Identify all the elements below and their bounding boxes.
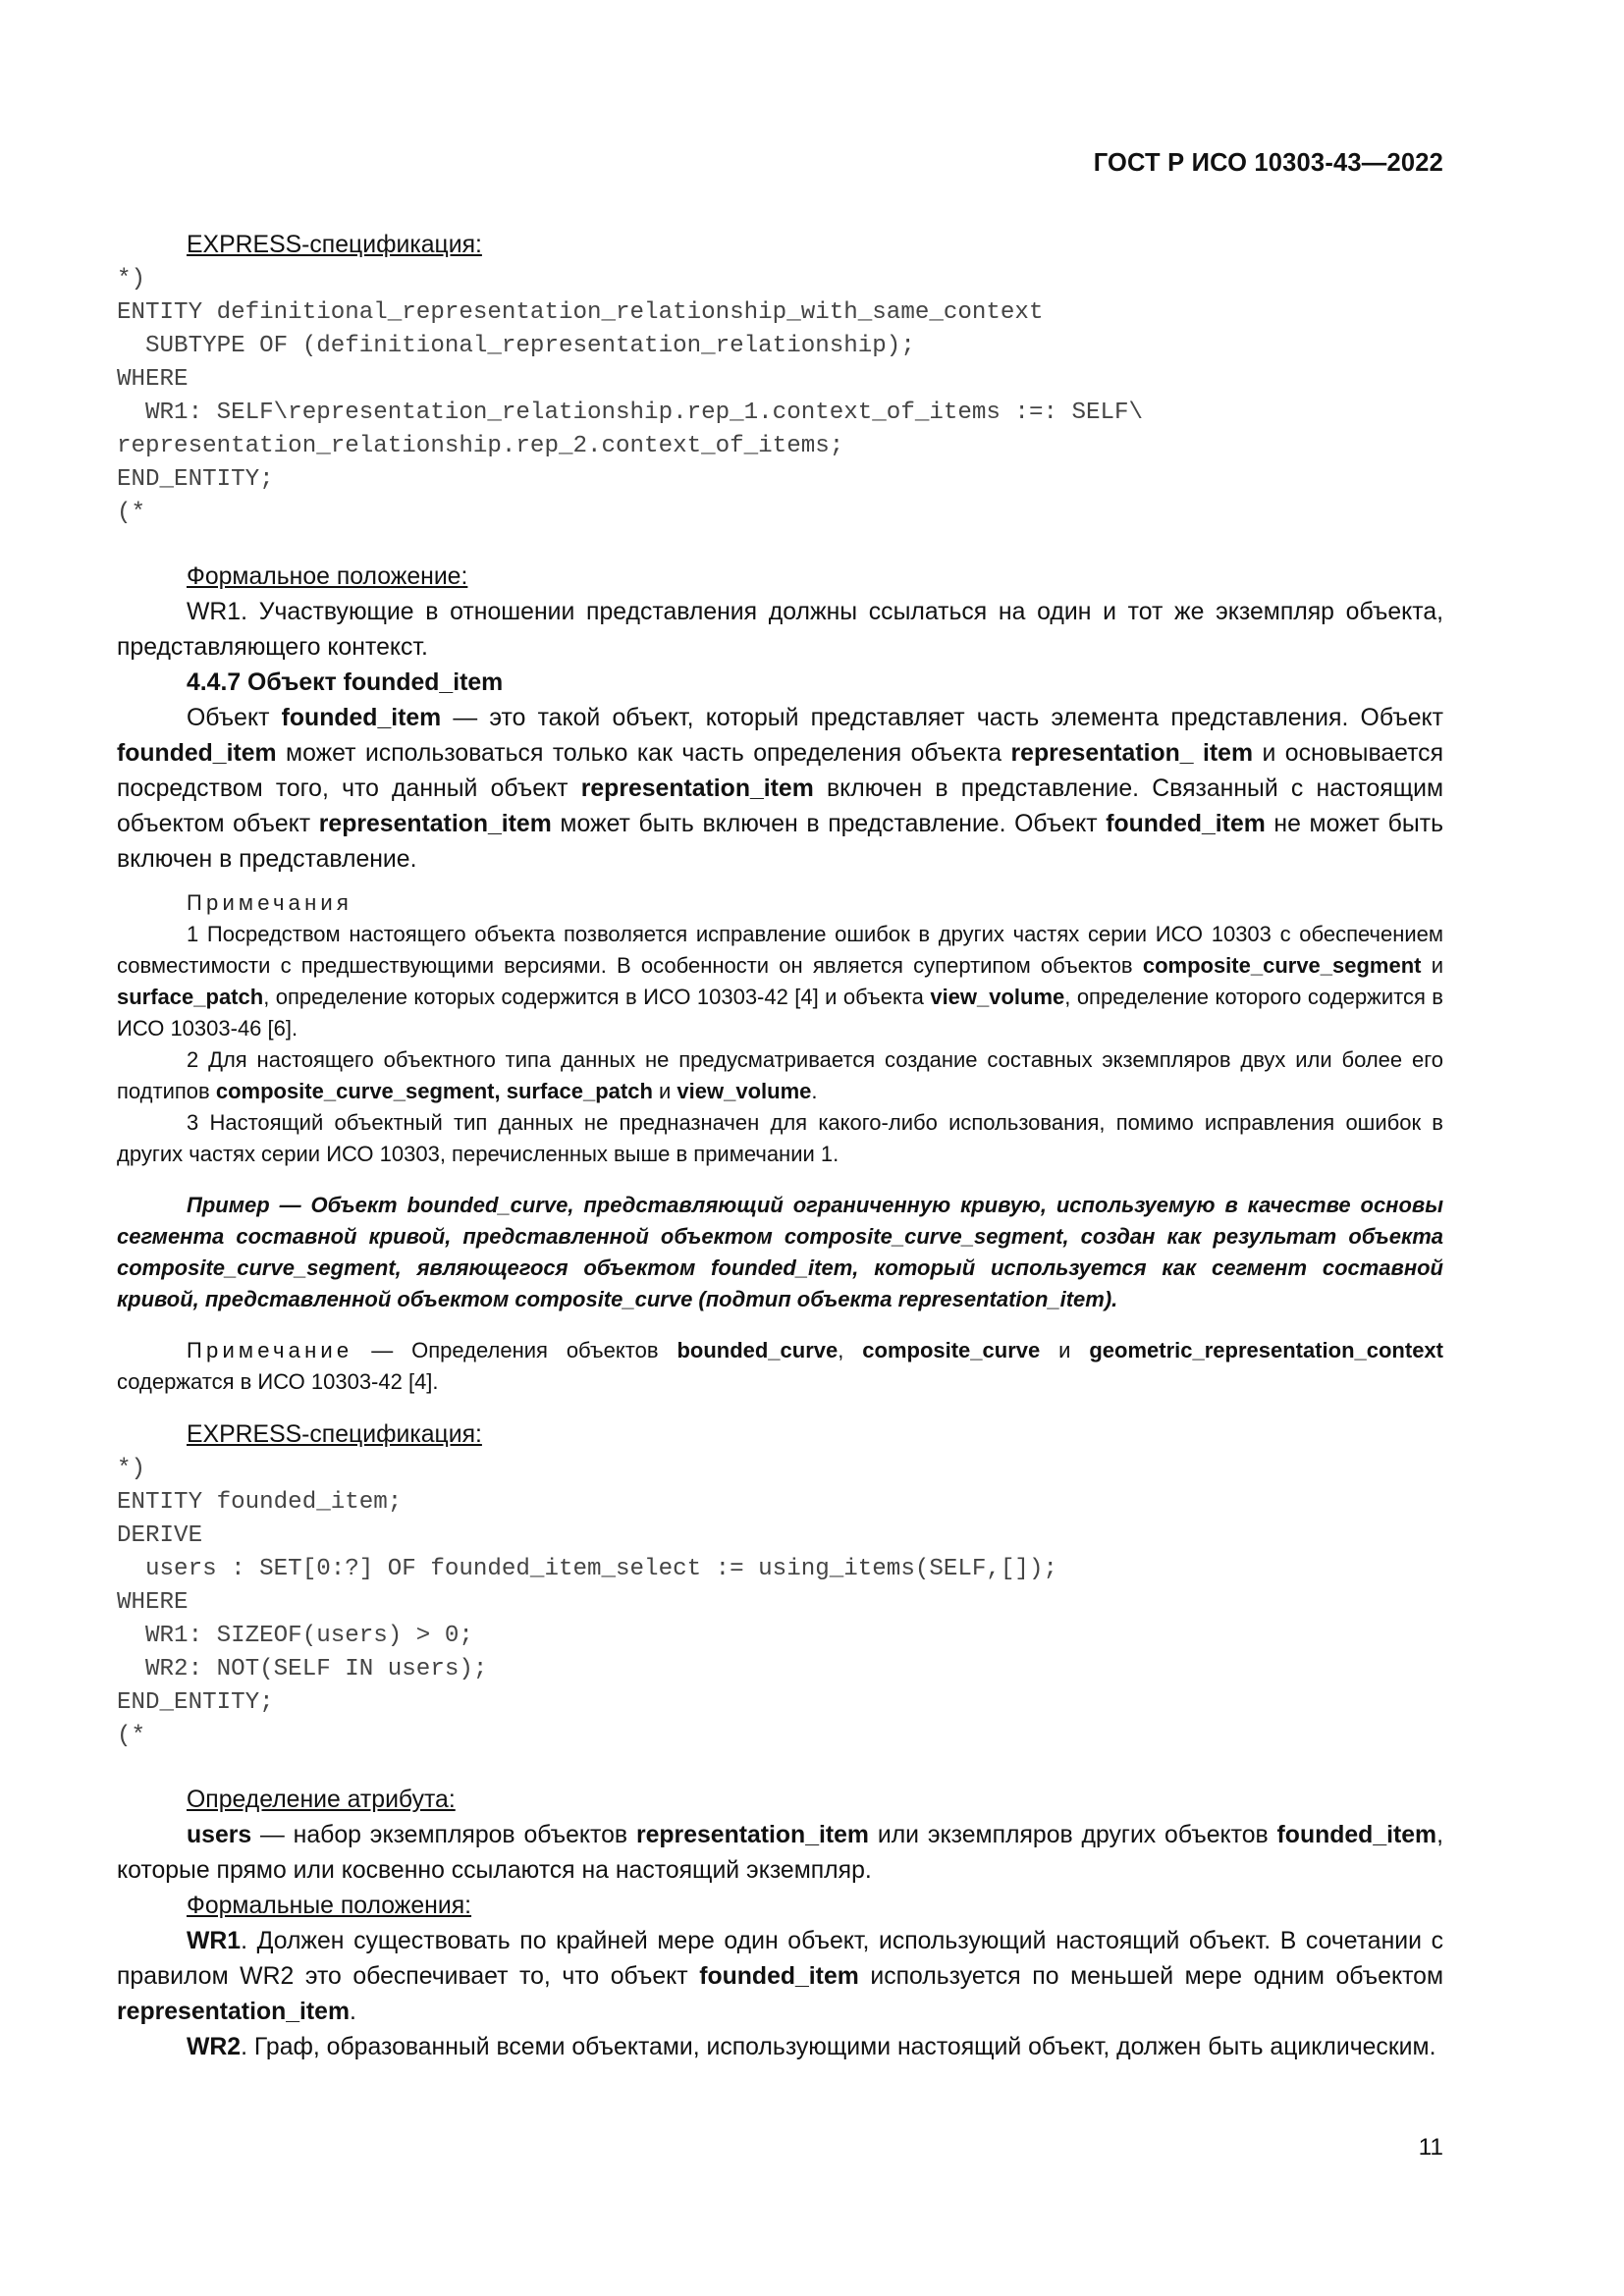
page-number: 11 <box>1418 2134 1443 2161</box>
express-code-block-1 <box>117 263 1443 530</box>
code-line: WHERE <box>117 366 189 393</box>
example-paragraph: Пример — Объект bounded_curve, представляющий ограниченную кривую, используемую в качестве основы сегмента составной кривой, представленной объектом composite_curve_segment, создан как результат объекта composite_curve_segment, являющегося объектом founded_item, который используется как сегмент составной кривой, представленной объектом composite_curve (подтип объекта representation_item). <box>117 1193 1443 1311</box>
code-line: ENTITY definitional_representation_relationship_with_same_context <box>117 299 1044 326</box>
code-line: ENTITY founded_item; <box>117 1489 403 1516</box>
note-1: 1 Посредством настоящего объекта позволяется исправление ошибок в других частях серии ИСО 10303 с обеспечением совместимости с предшествующими версиями. В особенности он является супертипом объектов composite_curve_segment и surface_patch, определение которых содержится в ИСО 10303-42 [4] и объекта view_volume, определение которого содержится в ИСО 10303-46 [6]. <box>117 922 1443 1041</box>
code-line: DERIVE <box>117 1522 203 1549</box>
express-spec-label: EXPRESS-спецификация: <box>187 1421 482 1448</box>
note-3: 3 Настоящий объектный тип данных не предназначен для какого-либо использования, помимо исправления ошибок в других частях серии ИСО 10303, перечисленных выше в примечании 1. <box>117 1110 1443 1166</box>
express-code-block-2 <box>117 1453 1443 1753</box>
code-line: representation_relationship.rep_2.context_of_items; <box>117 433 844 459</box>
note-2: 2 Для настоящего объектного типа данных не предусматривается создание составных экземпляров двух или более его подтипов composite_curve_segment, surface_patch и view_volume. <box>117 1047 1443 1103</box>
code-line: *) <box>117 1456 146 1482</box>
code-line: END_ENTITY; <box>117 466 274 493</box>
code-line: (* <box>117 500 146 526</box>
code-line: users : SET[0:?] OF founded_item_select := using_items(SELF,[]); <box>117 1556 1057 1582</box>
formal-statement-label: Формальное положение: <box>187 563 468 590</box>
notes-title: Примечания <box>187 890 353 915</box>
code-line: WHERE <box>117 1589 189 1616</box>
code-line: (* <box>117 1723 146 1749</box>
section-heading: 4.4.7 Объект founded_item <box>187 669 504 696</box>
formal-statement-wr1: WR1. Должен существовать по крайней мере один объект, использующий настоящий объект. В сочетании с правилом WR2 это обеспечивает то, что объект founded_item используется по меньшей мере одним объектом representation_item. <box>117 1928 1443 2025</box>
code-line: WR2: NOT(SELF IN users); <box>117 1656 488 1682</box>
document-header: ГОСТ Р ИСО 10303-43—2022 <box>1093 149 1443 177</box>
express-spec-label: EXPRESS-спецификация: <box>187 232 482 258</box>
code-line: SUBTYPE OF (definitional_representation_relationship); <box>117 333 915 359</box>
attribute-users-definition: users — набор экземпляров объектов representation_item или экземпляров других объектов founded_item, которые прямо или косвенно ссылаются на настоящий экземпляр. <box>117 1822 1443 1884</box>
formal-statement-wr1: WR1. Участвующие в отношении представления должны ссылаться на один и тот же экземпляр объекта, представляющего контекст. <box>117 599 1443 661</box>
code-line: WR1: SELF\representation_relationship.rep_1.context_of_items :=: SELF\ <box>117 400 1144 426</box>
code-line: WR1: SIZEOF(users) > 0; <box>117 1623 473 1649</box>
formal-statement-wr2: WR2. Граф, образованный всеми объектами, использующими настоящий объект, должен быть ациклическим. <box>187 2034 1436 2060</box>
code-line: END_ENTITY; <box>117 1689 274 1716</box>
code-line: *) <box>117 266 146 293</box>
attribute-definition-label: Определение атрибута: <box>187 1787 456 1813</box>
page-content <box>117 228 1443 2065</box>
formal-statements-label: Формальные положения: <box>187 1893 472 1919</box>
section-paragraph: Объект founded_item — это такой объект, который представляет часть элемента представления. Объект founded_item может использоваться только как часть определения объекта representation_ item и основывается посредством того, что данный объект representation_item включен в представление. Связанный с настоящим объектом объект representation_item может быть включен в представление. Объект founded_item не может быть включен в представление. <box>117 705 1444 873</box>
note-definitions: Примечание — Определения объектов bounded_curve, composite_curve и geometric_representation_context содержатся в ИСО 10303-42 [4]. <box>117 1338 1443 1394</box>
